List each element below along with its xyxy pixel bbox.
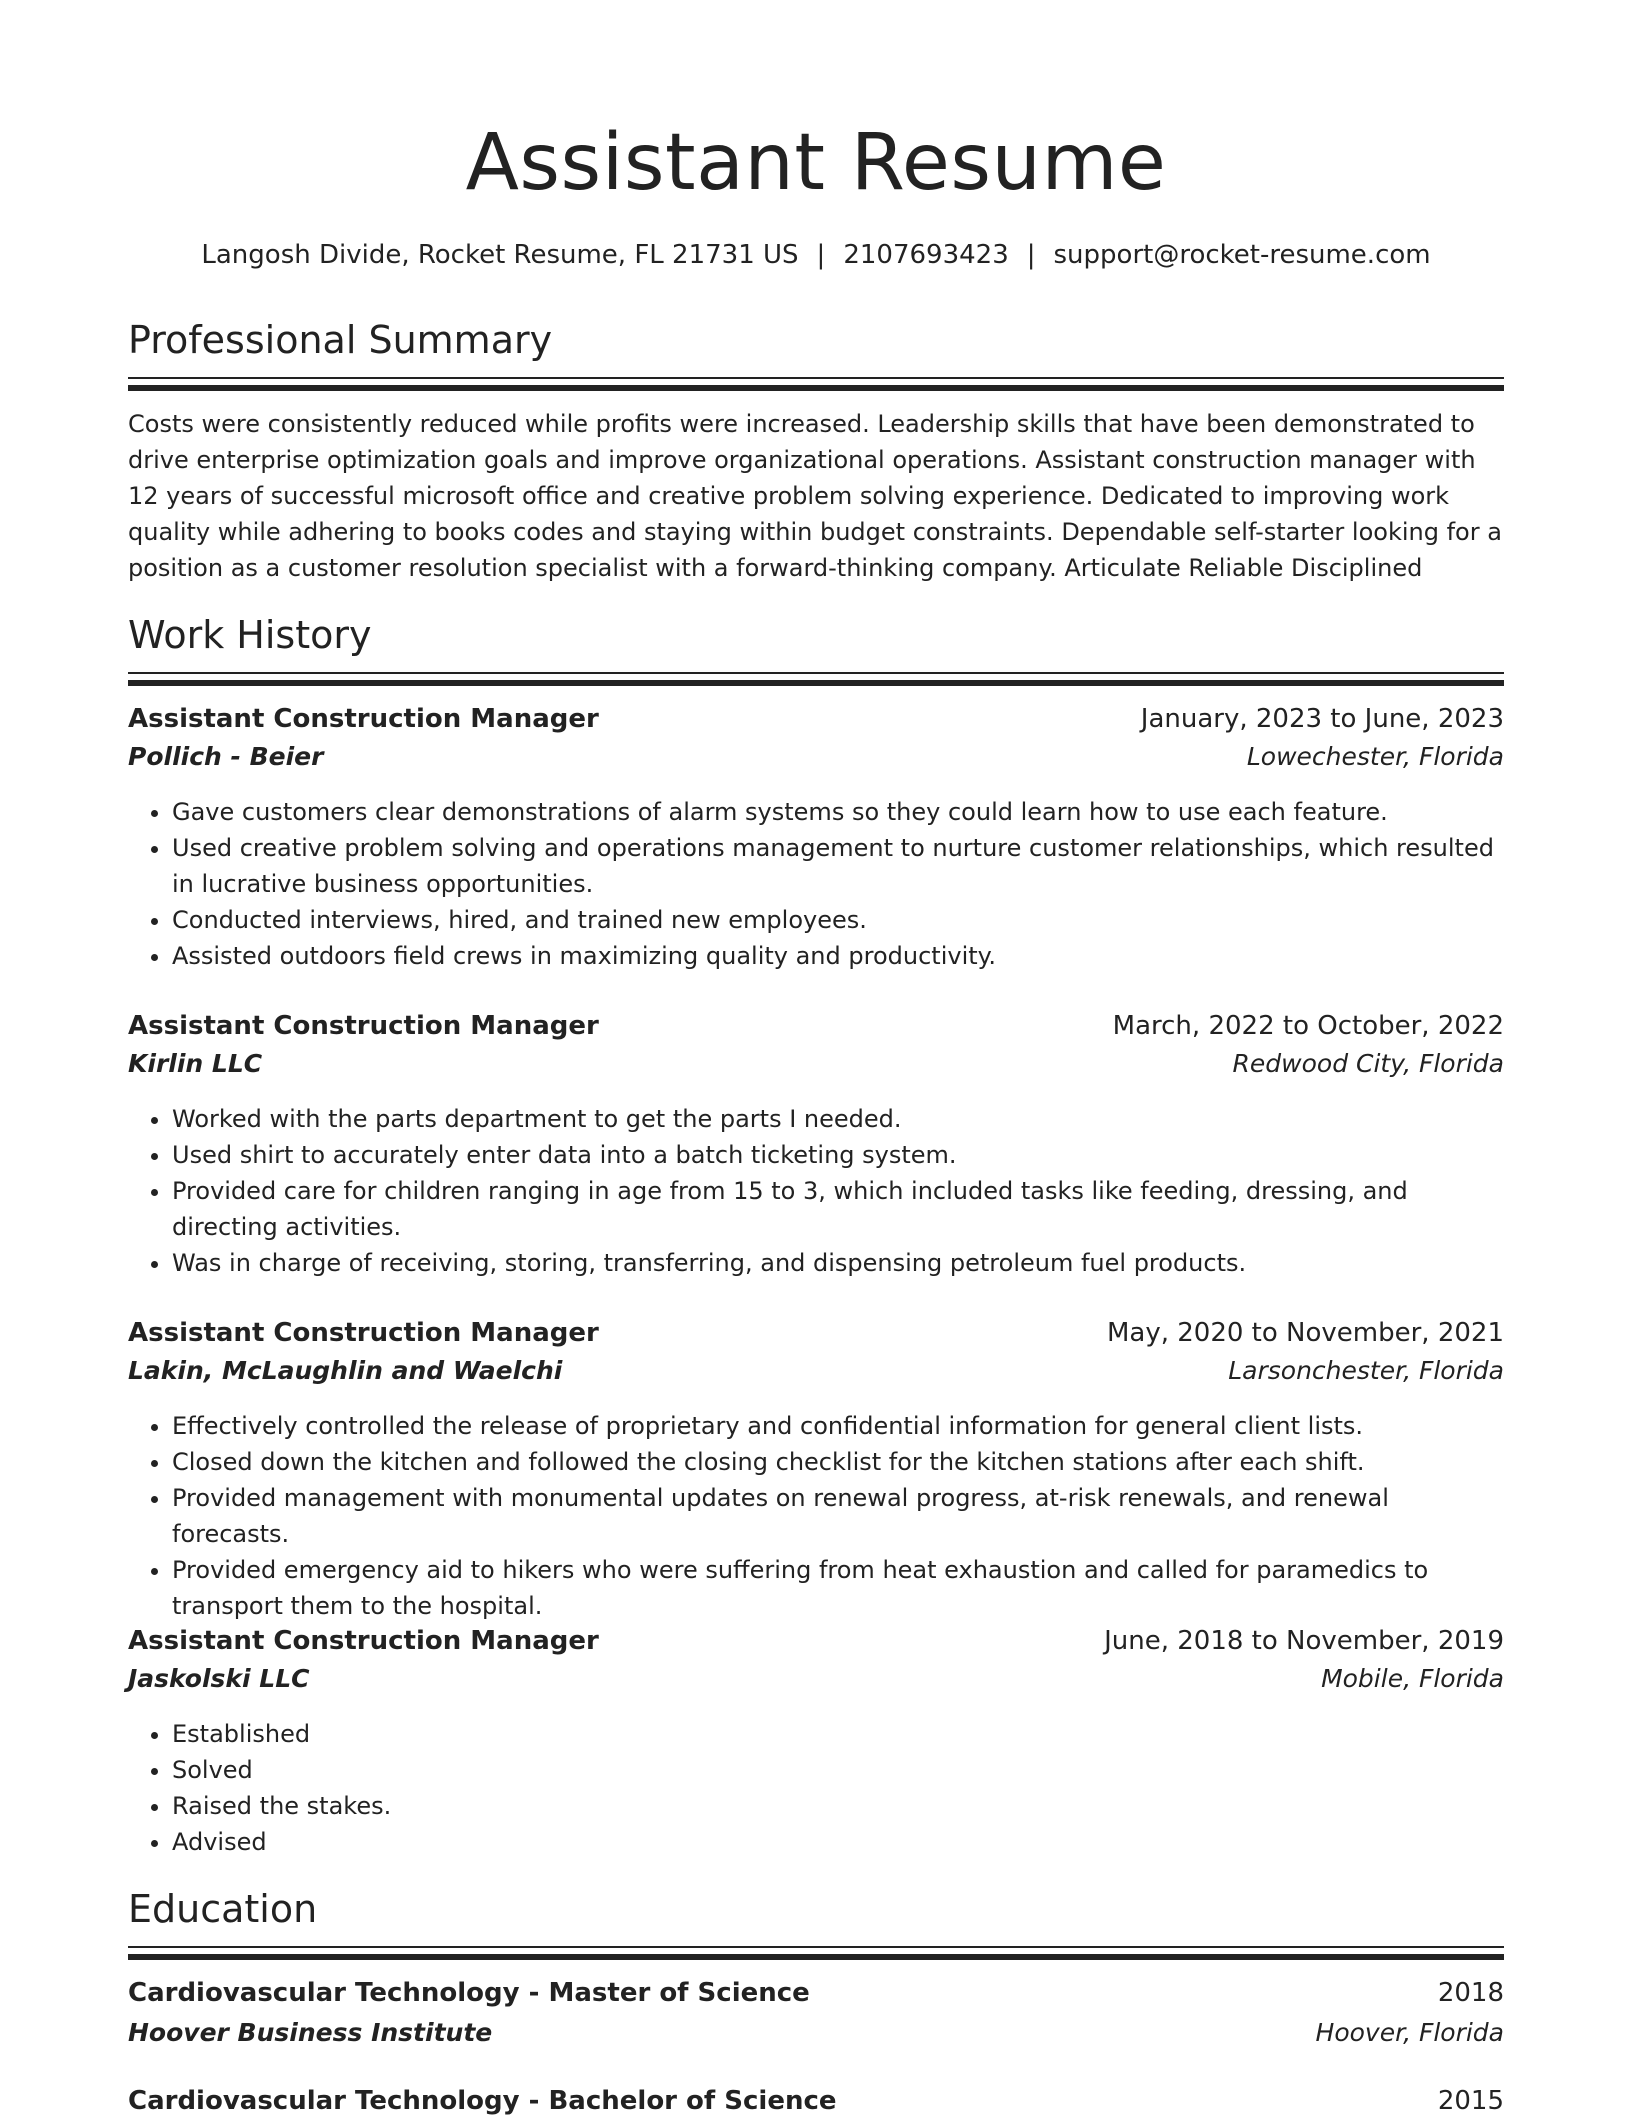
section-divider xyxy=(128,672,1504,684)
list-item: • Conducted interviews, hired, and trained new employees. xyxy=(172,902,1504,938)
list-item: • Provided emergency aid to hikers who were suffering from heat exhaustion and called for paramedics to transport them to the hospital. xyxy=(172,1552,1504,1624)
list-item: • Raised the stakes. xyxy=(172,1788,1504,1824)
job-location: Redwood City, Florida xyxy=(1232,1049,1504,1078)
job-title: Assistant Construction Manager xyxy=(128,1318,599,1348)
job-location: Mobile, Florida xyxy=(1321,1664,1504,1693)
job-company: Pollich - Beier xyxy=(128,742,324,771)
education-entry xyxy=(128,2086,1504,2124)
section-title-work-history: Work History xyxy=(128,613,372,657)
list-item: • Closed down the kitchen and followed the closing checklist for the kitchen stations after each shift. xyxy=(172,1444,1504,1480)
list-item: • Solved xyxy=(172,1752,1504,1788)
job-entry xyxy=(128,1626,1504,1860)
job-entry xyxy=(128,1011,1504,1281)
section-title-summary: Professional Summary xyxy=(128,318,553,362)
list-item: • Assisted outdoors field crews in maximizing quality and productivity. xyxy=(172,938,1504,974)
contact-address: Langosh Divide, Rocket Resume, FL 21731 US xyxy=(201,240,799,270)
candidate-name: Assistant Resume xyxy=(465,118,1167,208)
contact-phone: 2107693423 xyxy=(843,240,1009,270)
contact-separator: | xyxy=(816,240,826,270)
job-company: Jaskolski LLC xyxy=(128,1664,310,1693)
job-title: Assistant Construction Manager xyxy=(128,1011,599,1041)
education-entry xyxy=(128,1978,1504,2056)
list-item: • Used creative problem solving and operations management to nurture customer relationships, which resulted in lucrative business opportunities. xyxy=(172,830,1504,902)
summary-text: Costs were consistently reduced while profits were increased. Leadership skills that have been demonstrated to drive enterprise optimization goals and improve organizational operations. Assistant construction manager with 12 years of successful microsoft office and creative problem solving experience. Dedicated to improving work quality while adhering to books codes and staying within budget constraints. Dependable self-starter looking for a position as a customer resolution specialist with a forward-thinking company. Articulate Reliable Disciplined xyxy=(128,410,1502,582)
job-dates: May, 2020 to November, 2021 xyxy=(1106,1318,1504,1348)
section-divider xyxy=(128,1946,1504,1958)
education-location: Hoover, Florida xyxy=(1315,2018,1504,2047)
list-item: • Effectively controlled the release of proprietary and confidential information for general client lists. xyxy=(172,1408,1504,1444)
section-title-education: Education xyxy=(128,1887,318,1931)
job-dates: March, 2022 to October, 2022 xyxy=(1112,1011,1504,1041)
job-entry xyxy=(128,704,1504,974)
contact-email: support@rocket-resume.com xyxy=(1053,240,1431,270)
job-title: Assistant Construction Manager xyxy=(128,704,599,734)
education-degree: Cardiovascular Technology - Bachelor of Science xyxy=(128,2086,837,2116)
job-location: Lowechester, Florida xyxy=(1246,742,1504,771)
education-degree: Cardiovascular Technology - Master of Science xyxy=(128,1978,810,2008)
job-bullets xyxy=(128,794,1504,974)
job-bullets xyxy=(128,1408,1504,1624)
job-company: Lakin, McLaughlin and Waelchi xyxy=(128,1356,563,1385)
contact-separator: | xyxy=(1026,240,1036,270)
list-item: • Provided care for children ranging in age from 15 to 3, which included tasks like feeding, dressing, and directing activities. xyxy=(172,1173,1504,1245)
education-school: Hoover Business Institute xyxy=(128,2018,493,2047)
job-company: Kirlin LLC xyxy=(128,1049,263,1078)
job-entry xyxy=(128,1318,1504,1624)
list-item: • Gave customers clear demonstrations of alarm systems so they could learn how to use each feature. xyxy=(172,794,1504,830)
contact-line xyxy=(0,240,1632,270)
list-item: • Provided management with monumental updates on renewal progress, at-risk renewals, and renewal forecasts. xyxy=(172,1480,1504,1552)
list-item: • Established xyxy=(172,1716,1504,1752)
list-item: • Worked with the parts department to get the parts I needed. xyxy=(172,1101,1504,1137)
job-dates: June, 2018 to November, 2019 xyxy=(1104,1626,1504,1656)
list-item: • Was in charge of receiving, storing, transferring, and dispensing petroleum fuel products. xyxy=(172,1245,1504,1281)
list-item: • Used shirt to accurately enter data into a batch ticketing system. xyxy=(172,1137,1504,1173)
job-title: Assistant Construction Manager xyxy=(128,1626,599,1656)
section-divider xyxy=(128,377,1504,389)
job-bullets xyxy=(128,1716,1504,1860)
education-year: 2018 xyxy=(1437,1978,1504,2008)
list-item: • Advised xyxy=(172,1824,1504,1860)
education-year: 2015 xyxy=(1437,2086,1504,2116)
job-dates: January, 2023 to June, 2023 xyxy=(1140,704,1504,734)
job-bullets xyxy=(128,1101,1504,1281)
job-location: Larsonchester, Florida xyxy=(1228,1356,1504,1385)
